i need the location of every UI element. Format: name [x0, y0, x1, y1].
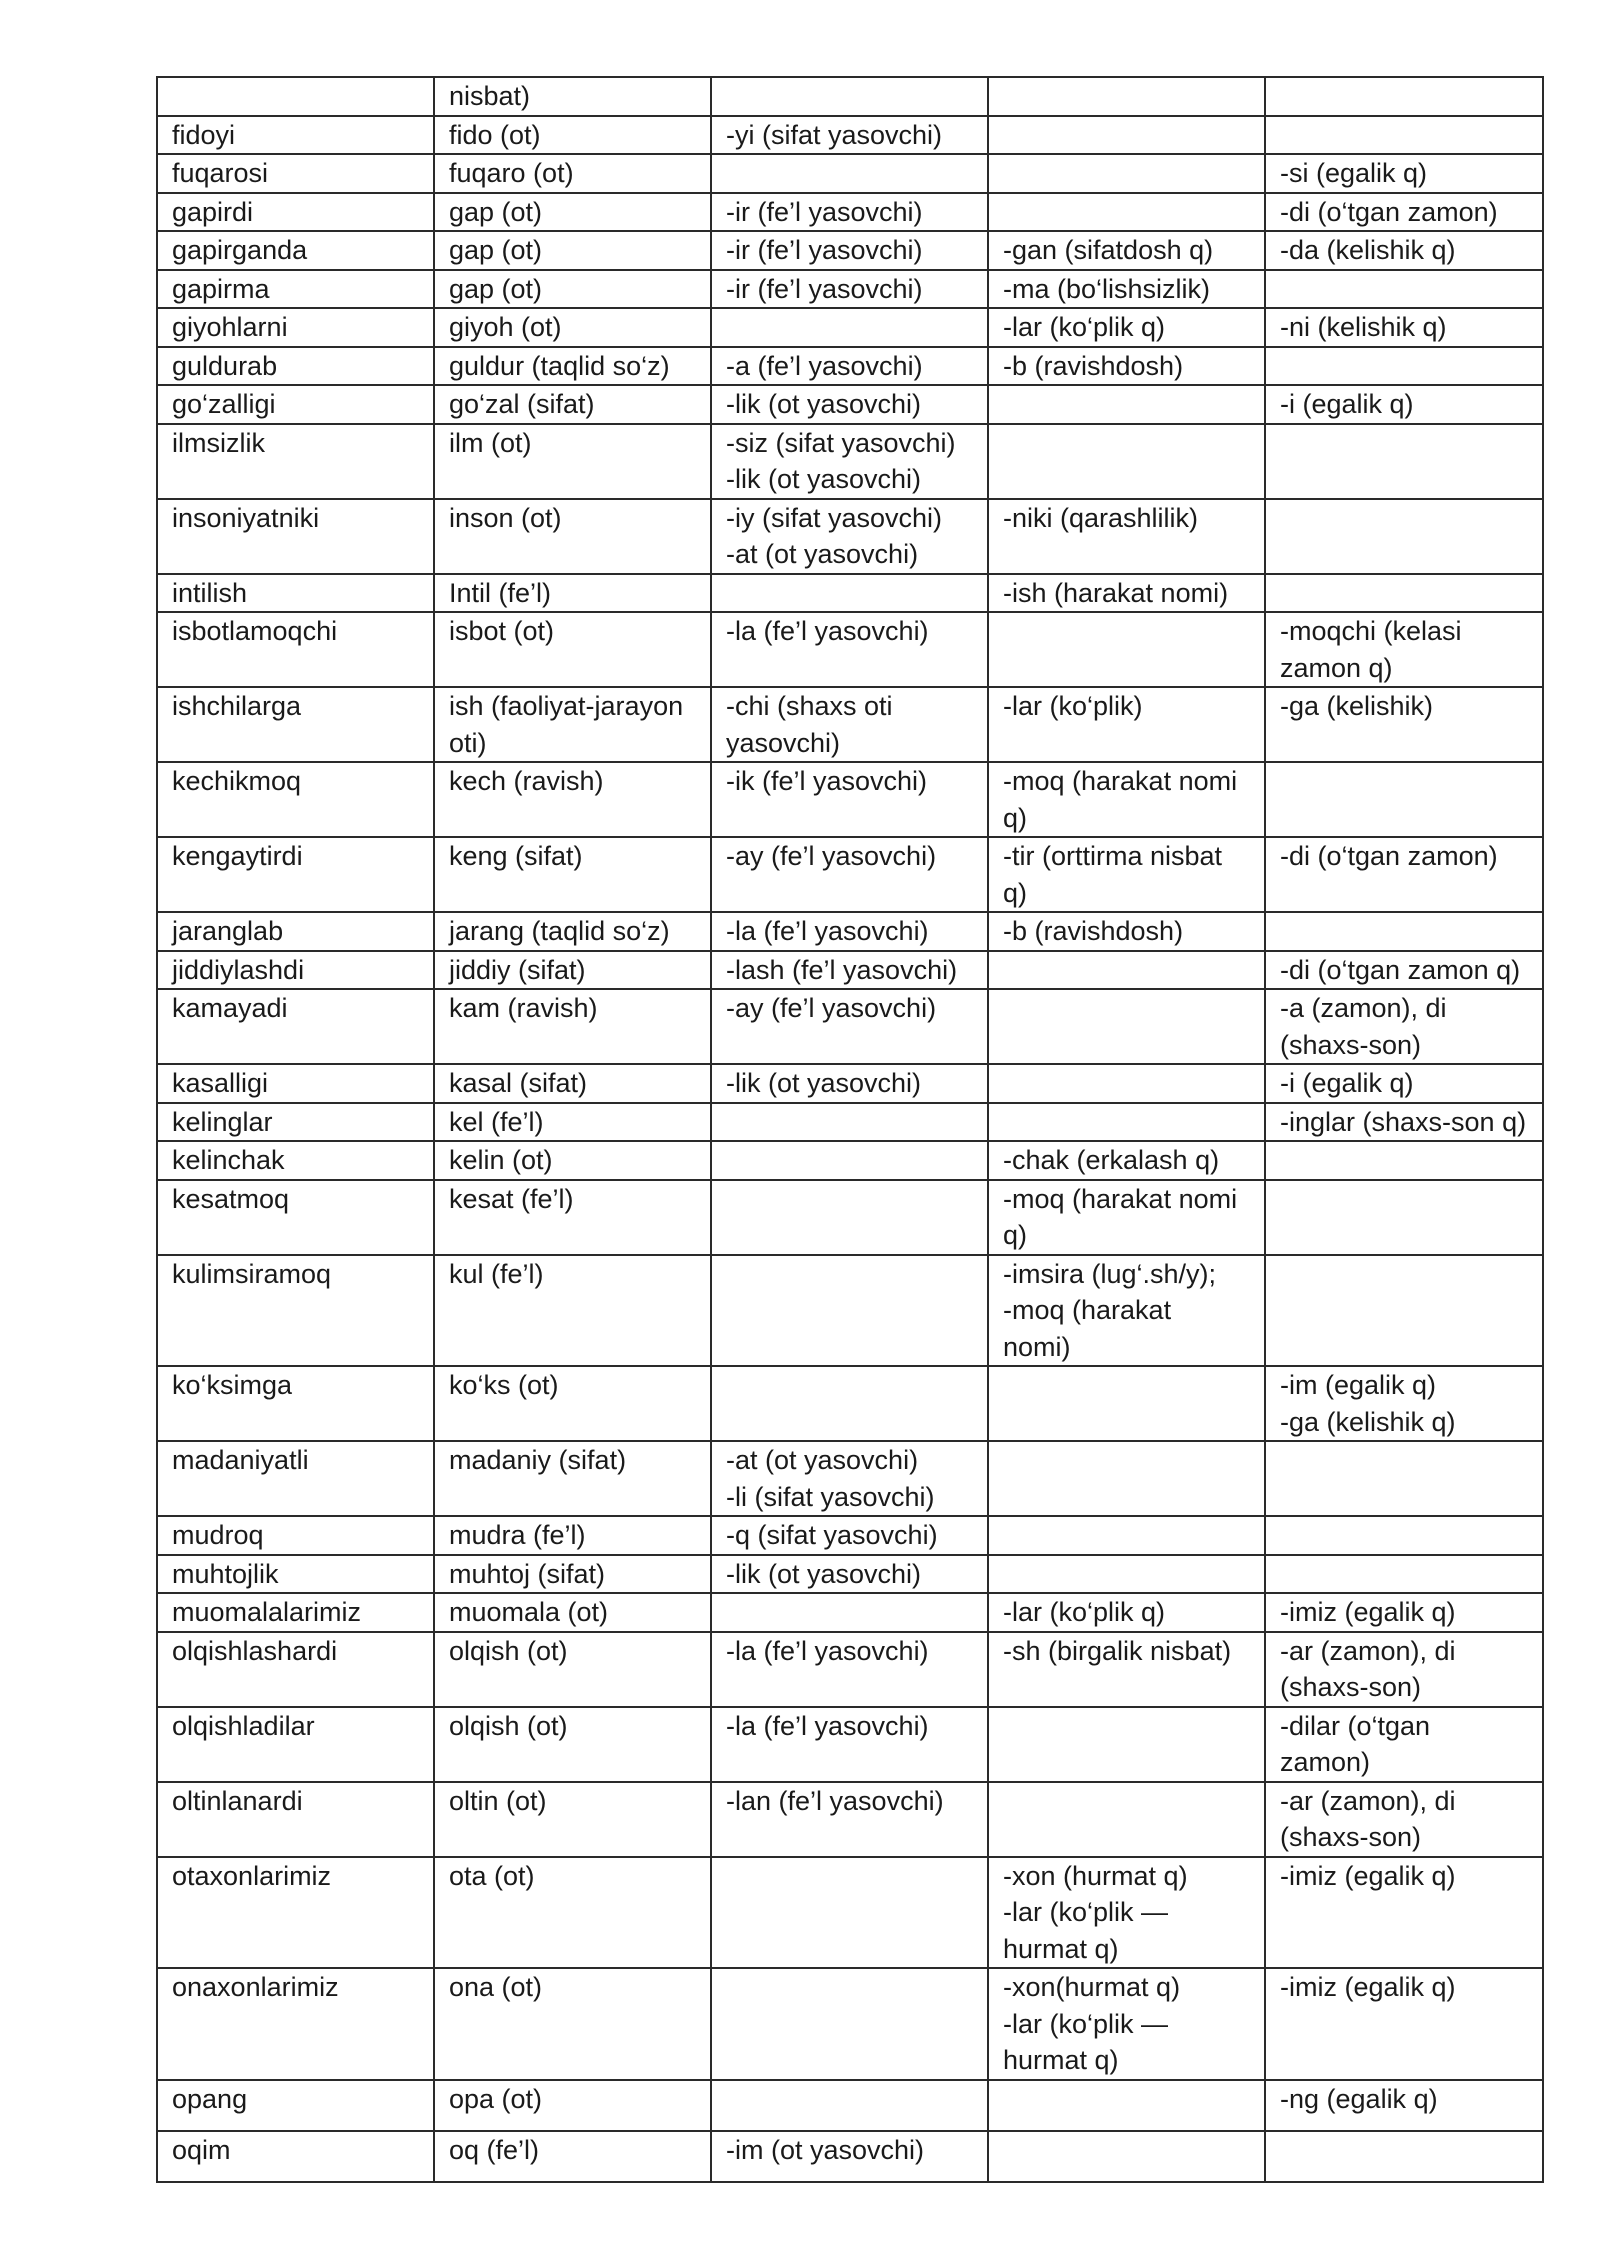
cell-form-suffix: -lar (ko‘plik q): [988, 308, 1265, 347]
cell-word: oqim: [157, 2131, 434, 2182]
cell-root: kel (fe’l): [434, 1103, 711, 1142]
cell-derivational-suffix: [711, 154, 988, 193]
cell-word: kechikmoq: [157, 762, 434, 837]
cell-root: kelin (ot): [434, 1141, 711, 1180]
cell-inflectional-suffix: -moqchi (kelasi zamon q): [1265, 612, 1543, 687]
cell-form-suffix: [988, 612, 1265, 687]
cell-root: kesat (fe’l): [434, 1180, 711, 1255]
table-row: [157, 499, 1543, 574]
cell-root: fuqaro (ot): [434, 154, 711, 193]
cell-word: kelinglar: [157, 1103, 434, 1142]
table-row: [157, 837, 1543, 912]
cell-form-suffix: -gan (sifatdosh q): [988, 231, 1265, 270]
cell-form-suffix: [988, 116, 1265, 155]
cell-root: isbot (ot): [434, 612, 711, 687]
cell-root: kul (fe’l): [434, 1255, 711, 1367]
cell-root: kasal (sifat): [434, 1064, 711, 1103]
cell-derivational-suffix: -la (fe’l yasovchi): [711, 912, 988, 951]
cell-inflectional-suffix: -di (o‘tgan zamon q): [1265, 951, 1543, 990]
table-row: [157, 308, 1543, 347]
table-row: [157, 912, 1543, 951]
cell-inflectional-suffix: [1265, 77, 1543, 116]
cell-form-suffix: -ma (bo‘lishsizlik): [988, 270, 1265, 309]
cell-form-suffix: -chak (erkalash q): [988, 1141, 1265, 1180]
cell-inflectional-suffix: -ng (egalik q): [1265, 2080, 1543, 2131]
cell-form-suffix: [988, 2131, 1265, 2182]
cell-form-suffix: -ish (harakat nomi): [988, 574, 1265, 613]
table-row: [157, 951, 1543, 990]
cell-root: fido (ot): [434, 116, 711, 155]
cell-word: kengaytirdi: [157, 837, 434, 912]
cell-form-suffix: [988, 1707, 1265, 1782]
cell-derivational-suffix: -ik (fe’l yasovchi): [711, 762, 988, 837]
cell-word: olqishlashardi: [157, 1632, 434, 1707]
cell-root: opa (ot): [434, 2080, 711, 2131]
table-row: [157, 1103, 1543, 1142]
cell-word: gapirdi: [157, 193, 434, 232]
cell-root: Intil (fe’l): [434, 574, 711, 613]
cell-derivational-suffix: -a (fe’l yasovchi): [711, 347, 988, 386]
cell-inflectional-suffix: -ga (kelishik): [1265, 687, 1543, 762]
cell-word: ishchilarga: [157, 687, 434, 762]
cell-form-suffix: -imsira (lug‘.sh/y); -moq (harakat nomi): [988, 1255, 1265, 1367]
cell-inflectional-suffix: -da (kelishik q): [1265, 231, 1543, 270]
table-row: [157, 1180, 1543, 1255]
cell-root: mudra (fe’l): [434, 1516, 711, 1555]
table-row: [157, 989, 1543, 1064]
cell-inflectional-suffix: [1265, 1516, 1543, 1555]
cell-form-suffix: [988, 1064, 1265, 1103]
cell-inflectional-suffix: -di (o‘tgan zamon): [1265, 193, 1543, 232]
cell-root: jiddiy (sifat): [434, 951, 711, 990]
cell-root: gap (ot): [434, 193, 711, 232]
cell-inflectional-suffix: -imiz (egalik q): [1265, 1968, 1543, 2080]
cell-root: muomala (ot): [434, 1593, 711, 1632]
cell-derivational-suffix: -lik (ot yasovchi): [711, 1555, 988, 1594]
table-row: [157, 762, 1543, 837]
cell-derivational-suffix: -ir (fe’l yasovchi): [711, 231, 988, 270]
cell-derivational-suffix: [711, 1593, 988, 1632]
table-row: [157, 1555, 1543, 1594]
cell-form-suffix: [988, 951, 1265, 990]
cell-form-suffix: [988, 1441, 1265, 1516]
cell-inflectional-suffix: [1265, 116, 1543, 155]
cell-form-suffix: [988, 77, 1265, 116]
cell-derivational-suffix: -ay (fe’l yasovchi): [711, 989, 988, 1064]
cell-derivational-suffix: -siz (sifat yasovchi) -lik (ot yasovchi): [711, 424, 988, 499]
cell-root: nisbat): [434, 77, 711, 116]
cell-inflectional-suffix: [1265, 1180, 1543, 1255]
cell-root: muhtoj (sifat): [434, 1555, 711, 1594]
cell-word: [157, 77, 434, 116]
cell-inflectional-suffix: -a (zamon), di (shaxs-son): [1265, 989, 1543, 1064]
cell-word: insoniyatniki: [157, 499, 434, 574]
cell-word: muomalalarimiz: [157, 1593, 434, 1632]
cell-derivational-suffix: -lik (ot yasovchi): [711, 1064, 988, 1103]
cell-form-suffix: [988, 424, 1265, 499]
cell-form-suffix: [988, 2080, 1265, 2131]
cell-derivational-suffix: [711, 1180, 988, 1255]
cell-root: ilm (ot): [434, 424, 711, 499]
cell-inflectional-suffix: [1265, 1441, 1543, 1516]
cell-word: otaxonlarimiz: [157, 1857, 434, 1969]
table-row: [157, 385, 1543, 424]
cell-form-suffix: [988, 385, 1265, 424]
cell-derivational-suffix: -la (fe’l yasovchi): [711, 612, 988, 687]
cell-word: muhtojlik: [157, 1555, 434, 1594]
cell-word: opang: [157, 2080, 434, 2131]
table-row: [157, 612, 1543, 687]
cell-derivational-suffix: -ir (fe’l yasovchi): [711, 193, 988, 232]
cell-word: olqishladilar: [157, 1707, 434, 1782]
cell-form-suffix: [988, 1555, 1265, 1594]
cell-root: jarang (taqlid so‘z): [434, 912, 711, 951]
cell-root: ish (faoliyat-jarayon oti): [434, 687, 711, 762]
cell-form-suffix: -xon (hurmat q) -lar (ko‘plik — hurmat q): [988, 1857, 1265, 1969]
cell-derivational-suffix: -la (fe’l yasovchi): [711, 1632, 988, 1707]
cell-inflectional-suffix: -si (egalik q): [1265, 154, 1543, 193]
table-row: [157, 116, 1543, 155]
morpheme-table: [156, 76, 1544, 2183]
cell-form-suffix: -tir (orttirma nisbat q): [988, 837, 1265, 912]
table-row: [157, 347, 1543, 386]
cell-inflectional-suffix: [1265, 762, 1543, 837]
cell-word: go‘zalligi: [157, 385, 434, 424]
table-row: [157, 270, 1543, 309]
cell-derivational-suffix: [711, 1857, 988, 1969]
morpheme-table-body: [157, 77, 1543, 2182]
cell-word: gapirma: [157, 270, 434, 309]
cell-form-suffix: -moq (harakat nomi q): [988, 1180, 1265, 1255]
cell-derivational-suffix: [711, 1141, 988, 1180]
cell-derivational-suffix: -iy (sifat yasovchi) -at (ot yasovchi): [711, 499, 988, 574]
cell-inflectional-suffix: -inglar (shaxs-son q): [1265, 1103, 1543, 1142]
table-row: [157, 1782, 1543, 1857]
cell-root: kech (ravish): [434, 762, 711, 837]
cell-inflectional-suffix: -dilar (o‘tgan zamon): [1265, 1707, 1543, 1782]
cell-form-suffix: -niki (qarashlilik): [988, 499, 1265, 574]
table-row: [157, 1632, 1543, 1707]
table-row: [157, 1857, 1543, 1969]
cell-derivational-suffix: -lan (fe’l yasovchi): [711, 1782, 988, 1857]
cell-derivational-suffix: [711, 574, 988, 613]
cell-derivational-suffix: -la (fe’l yasovchi): [711, 1707, 988, 1782]
cell-derivational-suffix: -q (sifat yasovchi): [711, 1516, 988, 1555]
cell-inflectional-suffix: [1265, 574, 1543, 613]
table-row: [157, 1516, 1543, 1555]
cell-derivational-suffix: [711, 2080, 988, 2131]
cell-inflectional-suffix: [1265, 347, 1543, 386]
cell-word: kamayadi: [157, 989, 434, 1064]
table-row: [157, 1441, 1543, 1516]
cell-derivational-suffix: [711, 77, 988, 116]
cell-word: gapirganda: [157, 231, 434, 270]
cell-inflectional-suffix: -imiz (egalik q): [1265, 1857, 1543, 1969]
cell-form-suffix: [988, 1782, 1265, 1857]
cell-inflectional-suffix: -i (egalik q): [1265, 1064, 1543, 1103]
cell-word: jiddiylashdi: [157, 951, 434, 990]
cell-word: kulimsiramoq: [157, 1255, 434, 1367]
table-row: [157, 1968, 1543, 2080]
cell-inflectional-suffix: -imiz (egalik q): [1265, 1593, 1543, 1632]
cell-inflectional-suffix: [1265, 499, 1543, 574]
cell-form-suffix: [988, 1366, 1265, 1441]
table-row: [157, 1141, 1543, 1180]
table-row: [157, 2131, 1543, 2182]
cell-form-suffix: [988, 1103, 1265, 1142]
cell-derivational-suffix: -at (ot yasovchi) -li (sifat yasovchi): [711, 1441, 988, 1516]
cell-root: ota (ot): [434, 1857, 711, 1969]
cell-word: fuqarosi: [157, 154, 434, 193]
table-row: [157, 1593, 1543, 1632]
cell-word: ko‘ksimga: [157, 1366, 434, 1441]
cell-inflectional-suffix: -di (o‘tgan zamon): [1265, 837, 1543, 912]
cell-form-suffix: [988, 193, 1265, 232]
cell-word: kasalligi: [157, 1064, 434, 1103]
cell-root: gap (ot): [434, 231, 711, 270]
cell-derivational-suffix: -yi (sifat yasovchi): [711, 116, 988, 155]
cell-root: ona (ot): [434, 1968, 711, 2080]
cell-inflectional-suffix: [1265, 424, 1543, 499]
table-row: [157, 1366, 1543, 1441]
cell-form-suffix: -lar (ko‘plik): [988, 687, 1265, 762]
cell-derivational-suffix: [711, 308, 988, 347]
cell-inflectional-suffix: -ar (zamon), di (shaxs-son): [1265, 1782, 1543, 1857]
cell-derivational-suffix: -lash (fe’l yasovchi): [711, 951, 988, 990]
cell-inflectional-suffix: -i (egalik q): [1265, 385, 1543, 424]
cell-root: olqish (ot): [434, 1707, 711, 1782]
cell-root: oq (fe’l): [434, 2131, 711, 2182]
cell-inflectional-suffix: [1265, 1555, 1543, 1594]
cell-derivational-suffix: [711, 1255, 988, 1367]
cell-word: ilmsizlik: [157, 424, 434, 499]
cell-form-suffix: -lar (ko‘plik q): [988, 1593, 1265, 1632]
table-row: [157, 1064, 1543, 1103]
cell-root: kam (ravish): [434, 989, 711, 1064]
cell-inflectional-suffix: [1265, 1255, 1543, 1367]
cell-derivational-suffix: -lik (ot yasovchi): [711, 385, 988, 424]
cell-form-suffix: [988, 154, 1265, 193]
cell-inflectional-suffix: [1265, 1141, 1543, 1180]
cell-inflectional-suffix: [1265, 270, 1543, 309]
cell-word: madaniyatli: [157, 1441, 434, 1516]
table-row: [157, 424, 1543, 499]
cell-form-suffix: -sh (birgalik nisbat): [988, 1632, 1265, 1707]
cell-derivational-suffix: [711, 1366, 988, 1441]
cell-word: kesatmoq: [157, 1180, 434, 1255]
cell-word: intilish: [157, 574, 434, 613]
cell-root: ko‘ks (ot): [434, 1366, 711, 1441]
table-row: [157, 2080, 1543, 2131]
cell-root: olqish (ot): [434, 1632, 711, 1707]
cell-form-suffix: -moq (harakat nomi q): [988, 762, 1265, 837]
cell-form-suffix: -b (ravishdosh): [988, 912, 1265, 951]
cell-derivational-suffix: -ir (fe’l yasovchi): [711, 270, 988, 309]
cell-inflectional-suffix: -ar (zamon), di (shaxs-son): [1265, 1632, 1543, 1707]
cell-root: guldur (taqlid so‘z): [434, 347, 711, 386]
table-row: [157, 154, 1543, 193]
cell-form-suffix: -xon(hurmat q) -lar (ko‘plik — hurmat q): [988, 1968, 1265, 2080]
table-row: [157, 1255, 1543, 1367]
cell-word: mudroq: [157, 1516, 434, 1555]
cell-root: madaniy (sifat): [434, 1441, 711, 1516]
cell-form-suffix: [988, 989, 1265, 1064]
cell-word: kelinchak: [157, 1141, 434, 1180]
cell-root: giyoh (ot): [434, 308, 711, 347]
cell-word: giyohlarni: [157, 308, 434, 347]
cell-root: go‘zal (sifat): [434, 385, 711, 424]
cell-inflectional-suffix: -im (egalik q) -ga (kelishik q): [1265, 1366, 1543, 1441]
cell-form-suffix: -b (ravishdosh): [988, 347, 1265, 386]
cell-word: isbotlamoqchi: [157, 612, 434, 687]
cell-derivational-suffix: -chi (shaxs oti yasovchi): [711, 687, 988, 762]
cell-derivational-suffix: -im (ot yasovchi): [711, 2131, 988, 2182]
table-row: [157, 687, 1543, 762]
table-row: [157, 193, 1543, 232]
cell-root: oltin (ot): [434, 1782, 711, 1857]
cell-form-suffix: [988, 1516, 1265, 1555]
cell-derivational-suffix: -ay (fe’l yasovchi): [711, 837, 988, 912]
cell-word: jaranglab: [157, 912, 434, 951]
cell-word: guldurab: [157, 347, 434, 386]
cell-derivational-suffix: [711, 1968, 988, 2080]
cell-inflectional-suffix: [1265, 2131, 1543, 2182]
cell-word: fidoyi: [157, 116, 434, 155]
table-row: [157, 77, 1543, 116]
cell-root: inson (ot): [434, 499, 711, 574]
cell-root: keng (sifat): [434, 837, 711, 912]
cell-inflectional-suffix: [1265, 912, 1543, 951]
cell-inflectional-suffix: -ni (kelishik q): [1265, 308, 1543, 347]
table-row: [157, 1707, 1543, 1782]
table-row: [157, 574, 1543, 613]
cell-word: oltinlanardi: [157, 1782, 434, 1857]
cell-word: onaxonlarimiz: [157, 1968, 434, 2080]
cell-root: gap (ot): [434, 270, 711, 309]
cell-derivational-suffix: [711, 1103, 988, 1142]
table-row: [157, 231, 1543, 270]
